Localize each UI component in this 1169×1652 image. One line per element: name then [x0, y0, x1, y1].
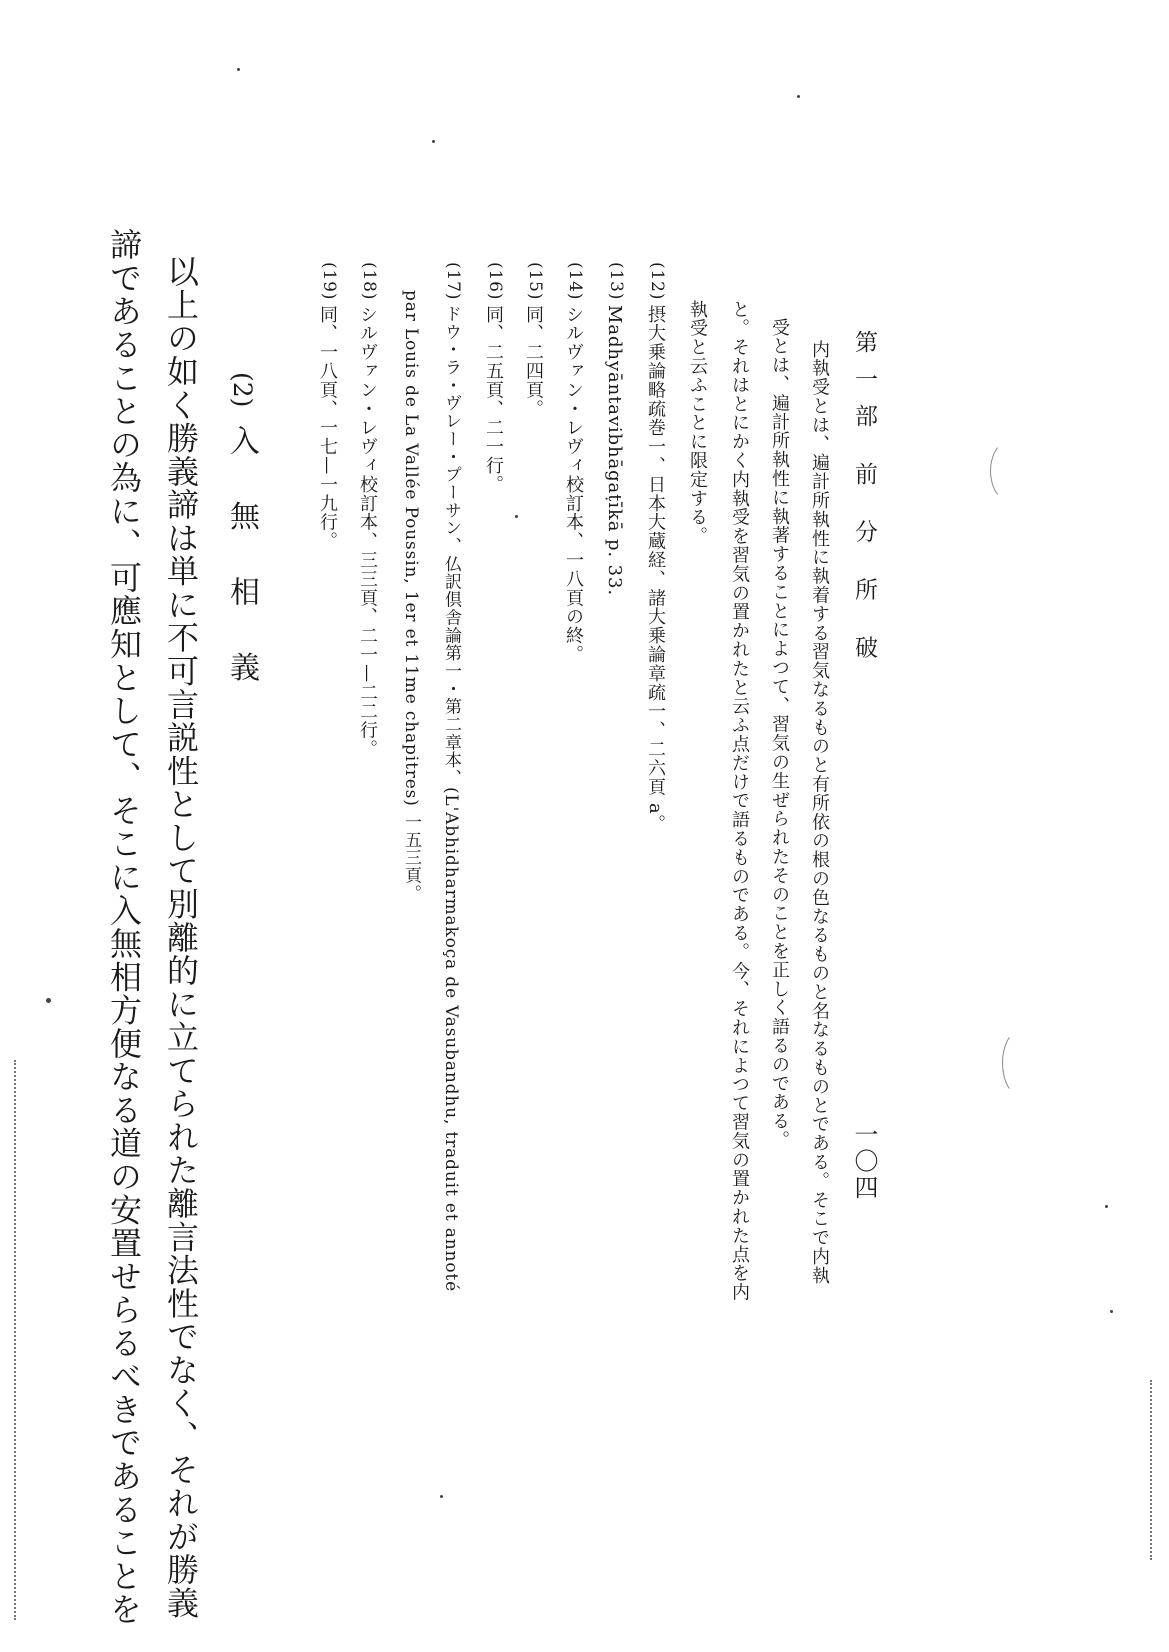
scan-speck — [1110, 1310, 1113, 1313]
running-title: 第一部 前 分 所 破 — [851, 330, 877, 673]
footnote-number: (12) — [647, 262, 667, 301]
footnote-text: 同、二四頁。 — [523, 305, 544, 419]
main-text-line-2: 諦であることの為に、可應知として、そこに入無相方便なる道の安置せらるべきであることを — [105, 228, 143, 1626]
body-line-1: 内執受とは、遍計所執性に執着する習気なるものと有所依の根の色なるものと名なるものとである。そこで内執 — [809, 340, 830, 1285]
scan-artifact-arc — [990, 440, 1031, 502]
section-title: 入 無 相 義 — [224, 425, 259, 700]
footnote-text: Madhyāntavibhāgaṭīkā p. 33. — [604, 305, 625, 597]
scan-speck — [237, 68, 240, 71]
scan-artifact-arc — [1002, 1030, 1039, 1096]
footnote-text: シルヴァン・レヴィ校訂本、一八頁の終。 — [563, 305, 584, 665]
page-number: 一〇四 — [850, 1122, 878, 1202]
footnote-text: 同、二五頁、二一行。 — [483, 305, 504, 494]
footnote-number: (17) — [443, 262, 463, 301]
scan-speck — [1105, 1205, 1108, 1208]
main-text-line-1: 以上の如く勝義諦は単に不可言説性として別離的に立てられた離言法性でなく、それが勝義 — [162, 255, 200, 1620]
footnote-text: 同、一八頁、一七—一九行。 — [317, 305, 338, 551]
footnote-text: 摂大乗論略疏巻一、日本大蔵経、諸大乗論章疏一、二六頁 a。 — [645, 305, 666, 834]
scan-edge-dots — [14, 1060, 18, 1620]
scan-speck — [797, 95, 800, 98]
footnote-number: (13) — [606, 262, 626, 301]
body-line-3: と。それはとにかく内執受を習気の置かれたと云ふ点だけで語るものである。今、それによつて習気の置かれた点を内 — [729, 300, 750, 1302]
footnote-text: シルヴァン・レヴィ校訂本、三三頁、二一—二二行。 — [357, 305, 378, 759]
section-number: (2) — [228, 372, 257, 408]
scan-speck — [440, 1495, 443, 1498]
body-line-4: 執受と云ふことに限定する。 — [687, 300, 708, 546]
scan-speck — [515, 515, 518, 518]
footnote-number: (18) — [359, 262, 379, 301]
footnote-number: (16) — [485, 262, 505, 301]
footnote-number: (14) — [565, 262, 585, 301]
footnote-continuation: par Louis de La Vallée Poussin, 1er et 11me chapitres) 一五三頁。 — [401, 290, 421, 903]
body-line-2: 受とは、遍計所執性に執著することによつて、習気の生ぜられたそのことを正しく語るのである。 — [769, 318, 790, 1150]
footnote-number: (19) — [319, 262, 339, 301]
scan-speck — [432, 140, 435, 143]
footnote-text: ドウ・ラ・ヴレー・プーサン、仏訳倶舎論第一・第二章本、(L'Abhidharmakoça de Vasubandhu, traduit et annoté — [441, 305, 461, 1293]
scan-speck — [46, 998, 51, 1003]
footnote-number: (15) — [525, 262, 545, 301]
scan-edge-dots — [1150, 1380, 1154, 1560]
